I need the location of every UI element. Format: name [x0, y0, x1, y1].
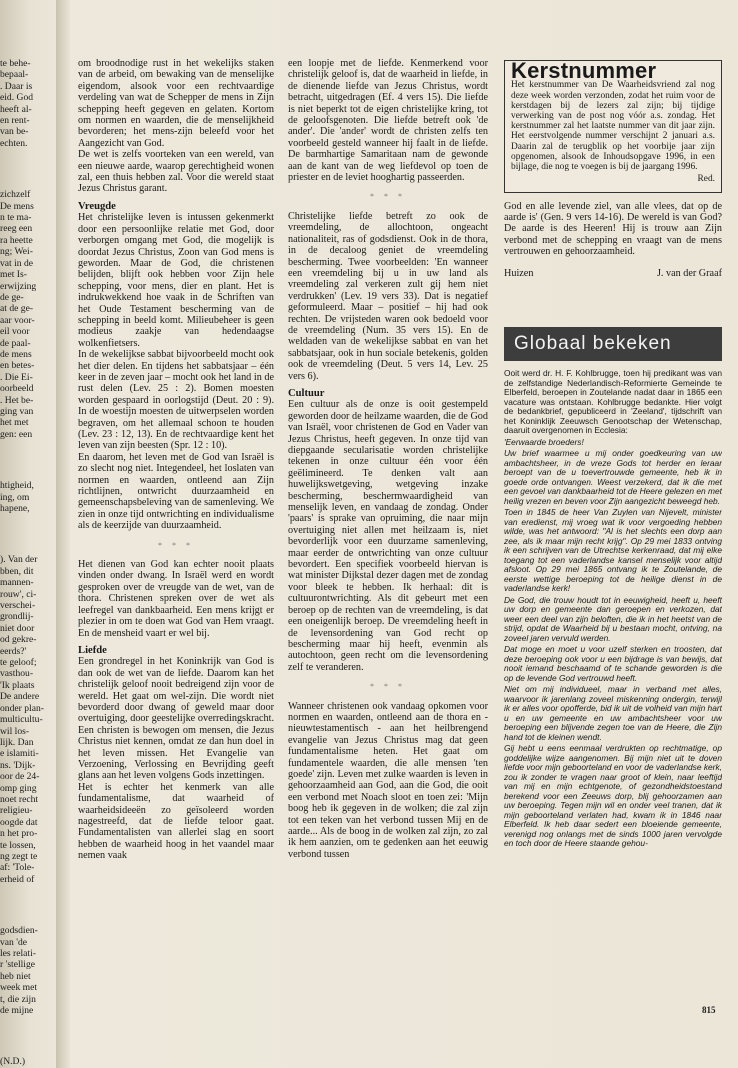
- cutoff-text-fragment: ). Van der: [0, 554, 38, 566]
- cutoff-text-fragment: eil voor: [0, 326, 30, 338]
- paragraph: Ooit werd dr. H. F. Kohlbrugge, toen hij predikant was van de zelfstandige Nederlandisch-Reformierte Gemeinde te Elberfeld, beroepen in Zoutelande nadat daar in 1865 een vacature was ontstaan. Kohlbrugge bedankte. Hier volgt de bedankbrief, gepubliceerd in 'Zeeland', tijdschrift van het Koninklijk Zeeuwsch Genootschap der Wetenschap, daaruit overgenomen in Ecclesia:: [504, 368, 722, 436]
- cutoff-text-fragment: bepaal-: [0, 69, 29, 81]
- section-heading-liefde: Liefde: [78, 644, 107, 656]
- cutoff-text-fragment: de mens: [0, 348, 32, 360]
- cutoff-text-fragment: echten.: [0, 137, 28, 149]
- cutoff-text-fragment: en rent-: [0, 115, 30, 127]
- cutoff-text-fragment: eerds?': [0, 645, 27, 657]
- paragraph: Gij hebt u eens eenmaal verdrukten op rechtmatige, op goddelijke wijze aangenomen. Bij mijn niet uit te doven liefde voor mijn geboorteland en voor de vaderlandse kerk, zou ik zonder te vragen naar groot of klein, naar leeftijd van mij en mijn echtgenote, of gezondheidstoestand berekend voor een Zeeuws dorp, blij gehoorzamen aan uw beroeping. Tegen mijn wil en onder veel tranen, dat ik mijn geboorteland verlaten had, kwam ik in 1846 naar Elberfeld. Ik heb daar sedert een bloeiende gemeente, verenigd nog onlangs met de sinds 1000 jaren vervolgde en toch door de Heere staande gehou-: [504, 743, 722, 849]
- cutoff-text-fragment: bben, dit: [0, 565, 34, 577]
- cutoff-text-fragment: ing, om: [0, 491, 30, 503]
- cutoff-text-fragment: n te ma-: [0, 212, 32, 224]
- section-heading-vreugde: Vreugde: [78, 200, 116, 212]
- section-divider: * * *: [370, 682, 406, 692]
- cutoff-text-fragment: vat in de: [0, 257, 34, 269]
- cutoff-text-fragment: ging van: [0, 405, 34, 417]
- section-divider: * * *: [158, 540, 194, 550]
- cutoff-text-fragment: . Daar is: [0, 80, 33, 92]
- signature-place: Huizen: [504, 267, 534, 279]
- cutoff-text-fragment: multicultu-: [0, 714, 43, 726]
- article-column-2: [288, 58, 488, 978]
- paragraph: 'Eerwaarde broeders!: [504, 436, 584, 447]
- cutoff-text-fragment: vasthou-: [0, 668, 34, 680]
- cutoff-text-fragment: verschei-: [0, 600, 36, 612]
- cutoff-text-fragment: grondlij-: [0, 611, 34, 623]
- cutoff-text-fragment: eid. God: [0, 92, 34, 104]
- paragraph: In de wekelijkse sabbat bijvoorbeeld mocht ook het dier delen. En tijdens het sabbatsjaar – één keer in de zeven jaar – mocht ook het land in de rust delen (Lev. 25 : 2). Bomen moesten worden gespaard in oorlogstijd (Deut. 20 : 9). In de woestijn moesten de uitwerpselen worden begraven, om het allemaal schoon te houden (Lev. 23 : 12, 13). En de rechtvaardige kent het leven van zijn beesten (Spr. 12 : 10).: [78, 349, 274, 452]
- cutoff-text-fragment: zichzelf: [0, 189, 31, 201]
- cutoff-text-fragment: n het pro-: [0, 828, 38, 840]
- paragraph: Het christelijke leven is intussen gekenmerkt door een persoonlijke relatie met God, door verborgen omgang met God, die mogelijk is doordat Jezus Christus, Zoon van God mens is geworden. Maar de God, die christenen belijden, blijft ook hebben voor Zijn hele schepping, voor mens, dier en plant. Het is indrukwekkend hoe vaak in de Schriften van het Oude Testament bescherming van de schepping in beeld komt. Milieubeheer is geen modieus zaakje van hedendaagse wolkenfietsers.: [78, 212, 274, 349]
- left-cutoff-column: [0, 58, 54, 1068]
- cutoff-text-fragment: met Is-: [0, 269, 27, 281]
- page-number: 815: [702, 1005, 716, 1015]
- paragraph: De wet is zelfs voorteken van een wereld, van een nieuwe aarde, waarop gerechtigheid wonen zal, een thuis hebben zal. Voor die wereld staat Jezus Christus garant.: [78, 149, 274, 195]
- cutoff-text-fragment: oogde dat: [0, 816, 38, 828]
- paragraph: Uw brief waarmee u mij onder goedkeuring van uw ambachtsheer, in de vreze Gods tot herder en leraar beroept van de u toevertrouwde gemeente, heb ik in goede orde ontvangen. Weest verzekerd, dat ik die met een gevoel van dankbaarheid tot de Heere gelezen en met heilig vrezen en beven voor Zijn aangezicht beweegd heb.: [504, 448, 722, 506]
- paragraph: Het is echter het kenmerk van alle fundamentalisme, dat waarheid of waarheidsideeën zo geïsoleerd worden nagestreefd, dat de liefde teloor gaat. Fundamentalisten van allerlei slag en soort hebben de waarheid hoog in het vaandel maar nemen vaak: [78, 781, 274, 862]
- cutoff-text-fragment: religieu-: [0, 805, 33, 817]
- cutoff-text-fragment: gen: een: [0, 428, 33, 440]
- section-heading-cultuur: Cultuur: [288, 387, 325, 399]
- paragraph: God en alle levende ziel, van alle vlees, dat op de aarde is' (Gen. 9 vers 14-16). De wereld is van God? De aarde is des Heeren! Hij is trouw aan Zijn verbond met de schepping en vraagt van de mens vertrouwen en gehoorzaamheid.: [504, 200, 722, 258]
- cutoff-text-fragment: af: 'Tole-: [0, 862, 35, 874]
- cutoff-text-fragment: ns. 'Dijk-: [0, 759, 36, 771]
- cutoff-text-fragment: lijk. Dan: [0, 736, 34, 748]
- cutoff-text-fragment: hapene,: [0, 503, 30, 514]
- paragraph: Het dienen van God kan echter nooit plaats vinden onder dwang. In Israël werd en wordt gesproken over de vreugde van de wet, van de thora. Christenen spreken over de wet als leefregel van dankbaarheid. Een mens krijgt er plezier in om te doen wat God van Hem vraagt. En de mensheid vaart er wel bij.: [78, 559, 274, 639]
- signature-author: J. van der Graaf: [656, 267, 722, 279]
- cutoff-text-fragment: r 'stellige: [0, 959, 36, 971]
- cutoff-text-fragment: te lossen,: [0, 839, 36, 851]
- cutoff-text-fragment: (N.D.): [0, 1056, 26, 1068]
- cutoff-text-fragment: de paal-: [0, 337, 31, 349]
- cutoff-text-fragment: heeft al-: [0, 103, 32, 115]
- cutoff-text-fragment: het met: [0, 417, 29, 429]
- cutoff-text-fragment: de mijne: [0, 1005, 34, 1017]
- cutoff-text-fragment: omp ging: [0, 782, 37, 794]
- cutoff-text-fragment: de ge-: [0, 291, 24, 303]
- paragraph: om broodnodige rust in het wekelijks staken van de arbeid, om bewaking van de menselijke eigendom, alsook voor een rechtvaardige verdeling van wat de Schepper de mens in Zijn schepping heeft gegeven en gelaten. Kortom om normen en waarden, die de menselijkheid bevorderen; het mens-zijn beleefd voor het Aangezicht van God.: [78, 58, 274, 149]
- cutoff-text-fragment: od gekre-: [0, 634, 37, 646]
- cutoff-text-fragment: mannen-: [0, 577, 34, 589]
- cutoff-text-fragment: erwijzing: [0, 280, 37, 292]
- paragraph: Niet om mij individueel, maar in verband met alles, waarvoor ik jarenlang zoveel miskenning ondergin, terwijl ik er alles voor opofferde, bid ik uit de volheid van mijn hart u en uw gemeente en uw ambachtsheer voor uw beroeping een blijvende zegen toe van de Heere, die Zijn hand tot de kleinen wendt.: [504, 684, 722, 742]
- cutoff-text-fragment: van be-: [0, 126, 29, 138]
- cutoff-text-fragment: wil los-: [0, 725, 30, 737]
- kerstnummer-body: Het kerstnummer van De Waarheidsvriend zal nog deze week worden verzonden, zodat het ruim voor de kerstdagen bij de lezers zal zijn; bij tijdige verwerking van de post nog vóór a.s. zondag. Het kerstnummer zal het laatste nummer van dit jaar zijn. Het eerstvolgende nummer verschijnt 2 januari a.s. Daarin zal de terugblik op het voorbije jaar zijn opgenomen, alsook de Inhoudsopgave 1996, in een bijlage, die nog te voegen is bij de jaargang 1996.: [511, 80, 715, 173]
- cutoff-text-fragment: noet recht: [0, 793, 39, 805]
- cutoff-text-fragment: [0, 440, 54, 480]
- page-gutter-shadow: [56, 0, 70, 1068]
- cutoff-text-fragment: onder plan-: [0, 702, 44, 714]
- cutoff-text-fragment: les relati-: [0, 948, 36, 959]
- cutoff-text-fragment: oorbeeld: [0, 383, 34, 395]
- cutoff-text-fragment: [0, 1016, 54, 1056]
- cutoff-text-fragment: at de ge-: [0, 303, 34, 315]
- paragraph: Christelijke liefde betreft zo ook de vreemdeling, de allochtoon, ongeacht nationaliteit, ras of godsdienst. Ook in de thora, in de decaloog geniet de vreemdeling bescherming. Twee voorbeelden: 'En wanneer een vreemdeling bij u in uw land als vreemdeling zal verkeren zult gij hem niet verdrukken' (Lev. 19 vers 33). Dat is negatief geformuleerd. Maar – positief – hij had ook rechten. De vrijsteden waren ook bedoeld voor de vreemdeling (Num. 35 vers 15). En de weldaden van de wekelijkse sabbat en van het sabbatsjaar, ook in hun sociale betekenis, golden ook de vreemdeling (Deut. 5 vers 14, Lev. 25 vers 6).: [288, 210, 488, 382]
- cutoff-text-fragment: [0, 885, 54, 925]
- cutoff-text-fragment: erheid of: [0, 873, 35, 885]
- globaal-bekeken-banner: Globaal bekeken: [504, 327, 722, 361]
- cutoff-text-fragment: aar voor-: [0, 314, 35, 326]
- article-signature: [504, 268, 722, 279]
- cutoff-text-fragment: reeg een: [0, 223, 33, 235]
- kerstnummer-notice-box: [504, 60, 722, 193]
- paragraph: Een cultuur als de onze is ooit gestempeld geworden door de heilzame waarden, die de God van Israël, voor christenen de God en Vader van Jezus Christus, heeft gegeven. In onze tijd van diepgaande secularisatie worden christelijke tekenen in onze cultuur één voor één geëlimineerd. Te denken valt aan huwelijkswetgeving, wetgeving inzake bescherming, beschermwaardigheid van menselijk leven, en vandaag de zondag. Onder 'paars' is sprake van opruiming, die naar mijn overtuiging niet allen met heilzaam is, niet bevorderlijk voor een duurzame samenleving, maar eerder de ontwrichting van onze cultuur bevordert. Een specifiek voorbeeld hiervan is wat minister Dijkstal dezer dagen met de zondag voor bleek te hebben. Ik herhaal: dit is cultuurontwrichting. Als dit gebeurt met een beroep op de rechten van de vreemdeling, is dat een oneigenlijk beroep. De vreemdeling heeft in de levensordening van God recht op bescherming maar hij heeft, evenmin als autochtoon, geen recht om die levensordening zelf te veranderen.: [288, 399, 488, 673]
- paragraph: Toen in 1845 de heer Van Zuylen van Nijevelt, minister van eredienst, mij vroeg wat ik voor vergoeding hebben wilde, was het antwoord: "Al is het slechts een dorp aan zee, als ik maar mijn recht krijg". Op 29 mei 1833 ontving ik een schrijven van de Utrechtse kerkenraad, dat mij elke toegang tot een vaderlandse kansel menselijk voor altijd afsloot. Op 29 mei 1865 ontvang ik te Zoutelande, de eerste wettige beroeping tot de heilige dienst in de vaderlandse kerk!: [504, 507, 722, 594]
- kerstnummer-signoff: Red.: [697, 174, 715, 185]
- cutoff-text-fragment: ng zegt te: [0, 850, 38, 862]
- cutoff-text-fragment: De andere: [0, 691, 40, 703]
- paragraph: De God, die trouw houdt tot in eeuwigheid, heeft u, heeft uw dorp en gemeente dan geroepen en verkozen, dat weer een deel van zijn beloften, die ik in het heetst van de strijd, opdat de Waarheid bij u bestaan mocht, ontving, na zoveel jaren vervuld werden.: [504, 594, 722, 643]
- paragraph: een loopje met de liefde. Kenmerkend voor christelijk geloof is, dat de waarheid in liefde, in de dienende liefde van Jezus Christus, wordt betracht, uitgedragen (Ef. 4 vers 15). Die liefde is niet beperkt tot de eigen christelijke kring, tot de geloofsgenoten. Die liefde betreft ook 'de ander'. Die 'ander' wordt de christen zelfs ten voorbeeld gesteld wanneer hij faalt in de liefde. De barmhartige Samaritaan nam de gewonde aan de kant van de weg liefdevol op toen de priester en de leviet hooghartig passeerden.: [288, 58, 488, 184]
- globaal-bekeken-body: [504, 369, 722, 849]
- cutoff-text-fragment: [0, 514, 54, 554]
- cutoff-text-fragment: oor de 24-: [0, 771, 40, 783]
- cutoff-text-fragment: . Die Ei-: [0, 371, 33, 383]
- article-column-1: [78, 58, 274, 978]
- paragraph: Dat moge en moet u voor uzelf sterken en troosten, dat deze beroeping ook voor u een bijdrage is van bewijs, dat nooit iemand beschaamd of te schande geworden is die op de levende God vertrouwd heeft.: [504, 644, 722, 683]
- paragraph: Wanneer christenen ook vandaag opkomen voor normen en waarden, ontleend aan de thora en - nieuwtestamentisch - aan het heilbrengend evangelie van Jezus Christus mag dat geen fundamentalisme heten. Het gaat om fundamentele waarden, die alle mensen 'ten goede' zijn. Leven met zulke waarden is leven in gehoorzaamheid aan God, aan die God, die ooit een verbond met Noach sloot en toen zei: 'Mijn boog heb ik gegeven in de wolken; die zal zijn tot een teken van het verbond tussen Mij en de aarde... Als de boog in de wolken zal zijn, zo zal ik hem aanzien, om te gedenken aan het eeuwig verbond tussen: [288, 700, 488, 860]
- cutoff-text-fragment: t, die zijn: [0, 993, 36, 1005]
- cutoff-text-fragment: van 'de: [0, 936, 28, 948]
- cutoff-text-fragment: htigheid,: [0, 480, 34, 492]
- cutoff-text-fragment: niet door: [0, 622, 35, 634]
- cutoff-text-fragment: te geloof;: [0, 657, 37, 669]
- cutoff-text-fragment: [0, 149, 54, 189]
- cutoff-text-fragment: te behe-: [0, 58, 31, 69]
- cutoff-text-fragment: e islamiti-: [0, 748, 39, 760]
- cutoff-text-fragment: rouw', ci-: [0, 588, 37, 600]
- paragraph: Een grondregel in het Koninkrijk van God is dan ook de wet van de liefde. Daarom kan het christelijk geloof nooit bedreigend zijn voor de wereld. Het gaat om wel-zijn. Die wordt niet bevorderd door dwang of geweld maar door overtuiging, door geestelijke overredingskracht. Een christen is bewogen om mensen, die Jezus Christus niet kennen, omdat ze dan hun doel in het leven missen. Het Evangelie van Verzoening, Verlossing en Bevrijding geeft glans aan het leven volgens Gods inzettingen.: [78, 656, 274, 782]
- cutoff-text-fragment: heb niet: [0, 970, 31, 982]
- cutoff-text-fragment: week met: [0, 982, 38, 994]
- paragraph: En daarom, het leven met de God van Israël is zo slecht nog niet. Integendeel, het loslaten van normen en waarden, ontleend aan Zijn richtlijnen, ontwricht duurzaamheid en gemeenschapsbeleving van de samenleving. We zien in onze tijd ontwrichting en individualisme als de keerzijde van duurzaamheid.: [78, 451, 274, 532]
- cutoff-text-fragment: . Het be-: [0, 394, 34, 406]
- kerstnummer-title: Kerstnummer: [511, 58, 657, 83]
- cutoff-text-fragment: godsdien-: [0, 925, 38, 937]
- cutoff-text-fragment: ra heette: [0, 234, 33, 246]
- section-divider: * * *: [370, 192, 406, 202]
- cutoff-text-fragment: ng; Wei-: [0, 246, 33, 258]
- cutoff-text-fragment: en betes-: [0, 360, 35, 372]
- cutoff-text-fragment: 'Ik plaats: [0, 679, 35, 691]
- cutoff-text-fragment: De mens: [0, 200, 34, 212]
- article-column-3: [504, 58, 722, 978]
